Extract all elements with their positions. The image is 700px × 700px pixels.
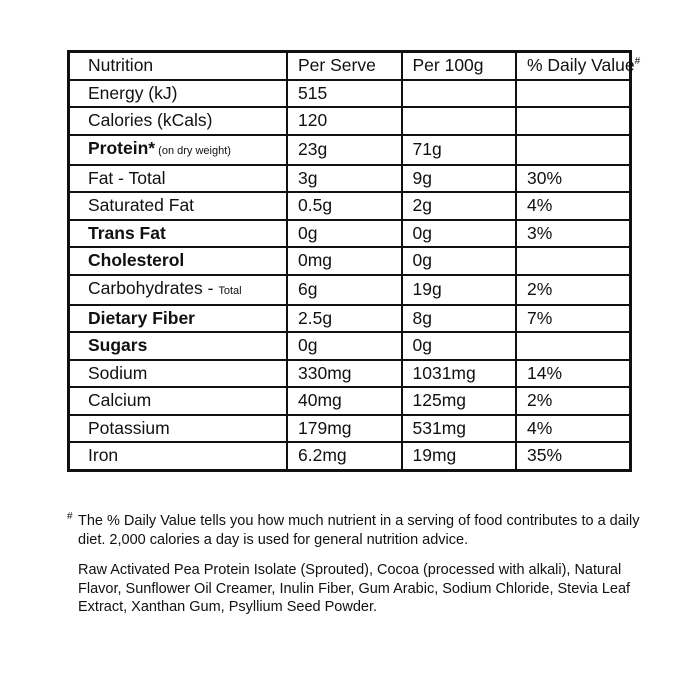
table-row xyxy=(69,107,631,135)
daily-value: 30% xyxy=(516,165,631,193)
nutrient-label-cell xyxy=(69,80,288,108)
daily-value: 2% xyxy=(516,387,631,415)
nutrient-note: (on dry weight) xyxy=(155,144,231,157)
nutrient-label-cell xyxy=(69,220,288,248)
nutrient-label: Calcium xyxy=(88,390,152,411)
nutrient-label-cell xyxy=(69,442,288,470)
per-serve-value: 6.2mg xyxy=(287,442,402,470)
nutrient-label-cell xyxy=(69,192,288,220)
ingredients-list: Raw Activated Pea Protein Isolate (Sprouted), Cocoa (processed with alkali), Natural Flavor, Sunflower Oil Creamer, Inulin Fiber, Gum Arabic, Sodium Chloride, Stevia Leaf Extract, Xanthan Gum, Psyllium Seed Powder. xyxy=(78,562,631,615)
nutrient-label: Saturated Fat xyxy=(88,195,195,216)
daily-value: 35% xyxy=(516,442,631,470)
nutrient-label: Fat - Total xyxy=(88,167,166,188)
daily-value xyxy=(516,247,631,275)
per-serve-value: 23g xyxy=(287,135,402,165)
nutrient-label: Carbohydrates - xyxy=(88,277,219,298)
daily-value: 7% xyxy=(516,305,631,333)
per-serve-value: 0g xyxy=(287,332,402,360)
nutrition-table xyxy=(67,50,641,472)
table-row xyxy=(69,192,631,220)
per-100g-value: 19mg xyxy=(402,442,517,470)
nutrient-label-cell xyxy=(69,332,288,360)
nutrient-label-cell xyxy=(69,360,288,388)
per-serve-value: 0.5g xyxy=(287,192,402,220)
table-row xyxy=(69,415,631,443)
header-per-serve: Per Serve xyxy=(287,52,402,80)
daily-value xyxy=(516,135,631,165)
nutrient-note: Total xyxy=(218,284,242,297)
per-100g-value: 531mg xyxy=(402,415,517,443)
daily-value: 4% xyxy=(516,415,631,443)
daily-value xyxy=(516,80,631,108)
per-serve-value: 6g xyxy=(287,275,402,305)
per-100g-value: 0g xyxy=(402,220,517,248)
nutrient-label-cell xyxy=(69,165,288,193)
table-row xyxy=(69,247,631,275)
per-serve-value: 3g xyxy=(287,165,402,193)
nutrient-label: Cholesterol xyxy=(88,250,185,271)
per-100g-value: 8g xyxy=(402,305,517,333)
nutrient-label: Sodium xyxy=(88,362,148,383)
nutrition-panel xyxy=(67,50,641,472)
daily-value: 4% xyxy=(516,192,631,220)
per-100g-value: 1031mg xyxy=(402,360,517,388)
table-row xyxy=(69,275,631,305)
daily-value xyxy=(516,107,631,135)
per-100g-value: 9g xyxy=(402,165,517,193)
table-row xyxy=(69,165,631,193)
per-serve-value: 40mg xyxy=(287,387,402,415)
nutrient-label-cell xyxy=(69,305,288,333)
nutrient-label: Trans Fat xyxy=(88,222,166,243)
table-row xyxy=(69,80,631,108)
daily-value: 14% xyxy=(516,360,631,388)
nutrient-label-cell xyxy=(69,135,288,165)
nutrient-label-cell xyxy=(69,415,288,443)
daily-value-footnote-mark: # xyxy=(634,56,641,68)
nutrient-label: Potassium xyxy=(88,417,170,438)
per-100g-value: 0g xyxy=(402,247,517,275)
nutrient-label-cell xyxy=(69,387,288,415)
per-100g-value: 125mg xyxy=(402,387,517,415)
daily-value: 2% xyxy=(516,275,631,305)
header-nutrition: Nutrition xyxy=(69,52,288,80)
per-100g-value xyxy=(402,107,517,135)
table-row xyxy=(69,305,631,333)
per-100g-value: 2g xyxy=(402,192,517,220)
per-serve-value: 330mg xyxy=(287,360,402,388)
nutrient-label: Sugars xyxy=(88,335,148,356)
table-row xyxy=(69,220,631,248)
nutrient-label: Dietary Fiber xyxy=(88,307,195,328)
nutrient-label: Protein* xyxy=(88,137,156,158)
table-row xyxy=(69,387,631,415)
header-per-100g: Per 100g xyxy=(402,52,517,80)
daily-value: 3% xyxy=(516,220,631,248)
nutrient-label-cell xyxy=(69,247,288,275)
nutrient-label: Calories (kCals) xyxy=(88,110,213,131)
footnote-text: The % Daily Value tells you how much nutrient in a serving of food contributes to a daily diet. 2,000 calories a day is used for general nutrition advice. xyxy=(78,513,640,548)
per-serve-value: 515 xyxy=(287,80,402,108)
table-row xyxy=(69,332,631,360)
nutrient-label: Iron xyxy=(88,445,119,466)
per-serve-value: 120 xyxy=(287,107,402,135)
nutrient-label-cell xyxy=(69,275,288,305)
per-serve-value: 179mg xyxy=(287,415,402,443)
nutrient-label: Energy (kJ) xyxy=(88,82,178,103)
per-100g-value xyxy=(402,80,517,108)
per-serve-value: 2.5g xyxy=(287,305,402,333)
nutrient-label-cell xyxy=(69,107,288,135)
header-daily-value-label: % Daily Value xyxy=(527,55,635,76)
table-row xyxy=(69,135,631,165)
per-serve-value: 0g xyxy=(287,220,402,248)
per-serve-value: 0mg xyxy=(287,247,402,275)
per-100g-value: 19g xyxy=(402,275,517,305)
table-header-row xyxy=(69,52,631,80)
footnote-mark: # xyxy=(67,511,73,522)
per-100g-value: 71g xyxy=(402,135,517,165)
daily-value xyxy=(516,332,631,360)
per-100g-value: 0g xyxy=(402,332,517,360)
table-row xyxy=(69,360,631,388)
table-row xyxy=(69,442,631,470)
header-daily-value xyxy=(516,52,641,80)
daily-value-footnote xyxy=(67,512,642,549)
